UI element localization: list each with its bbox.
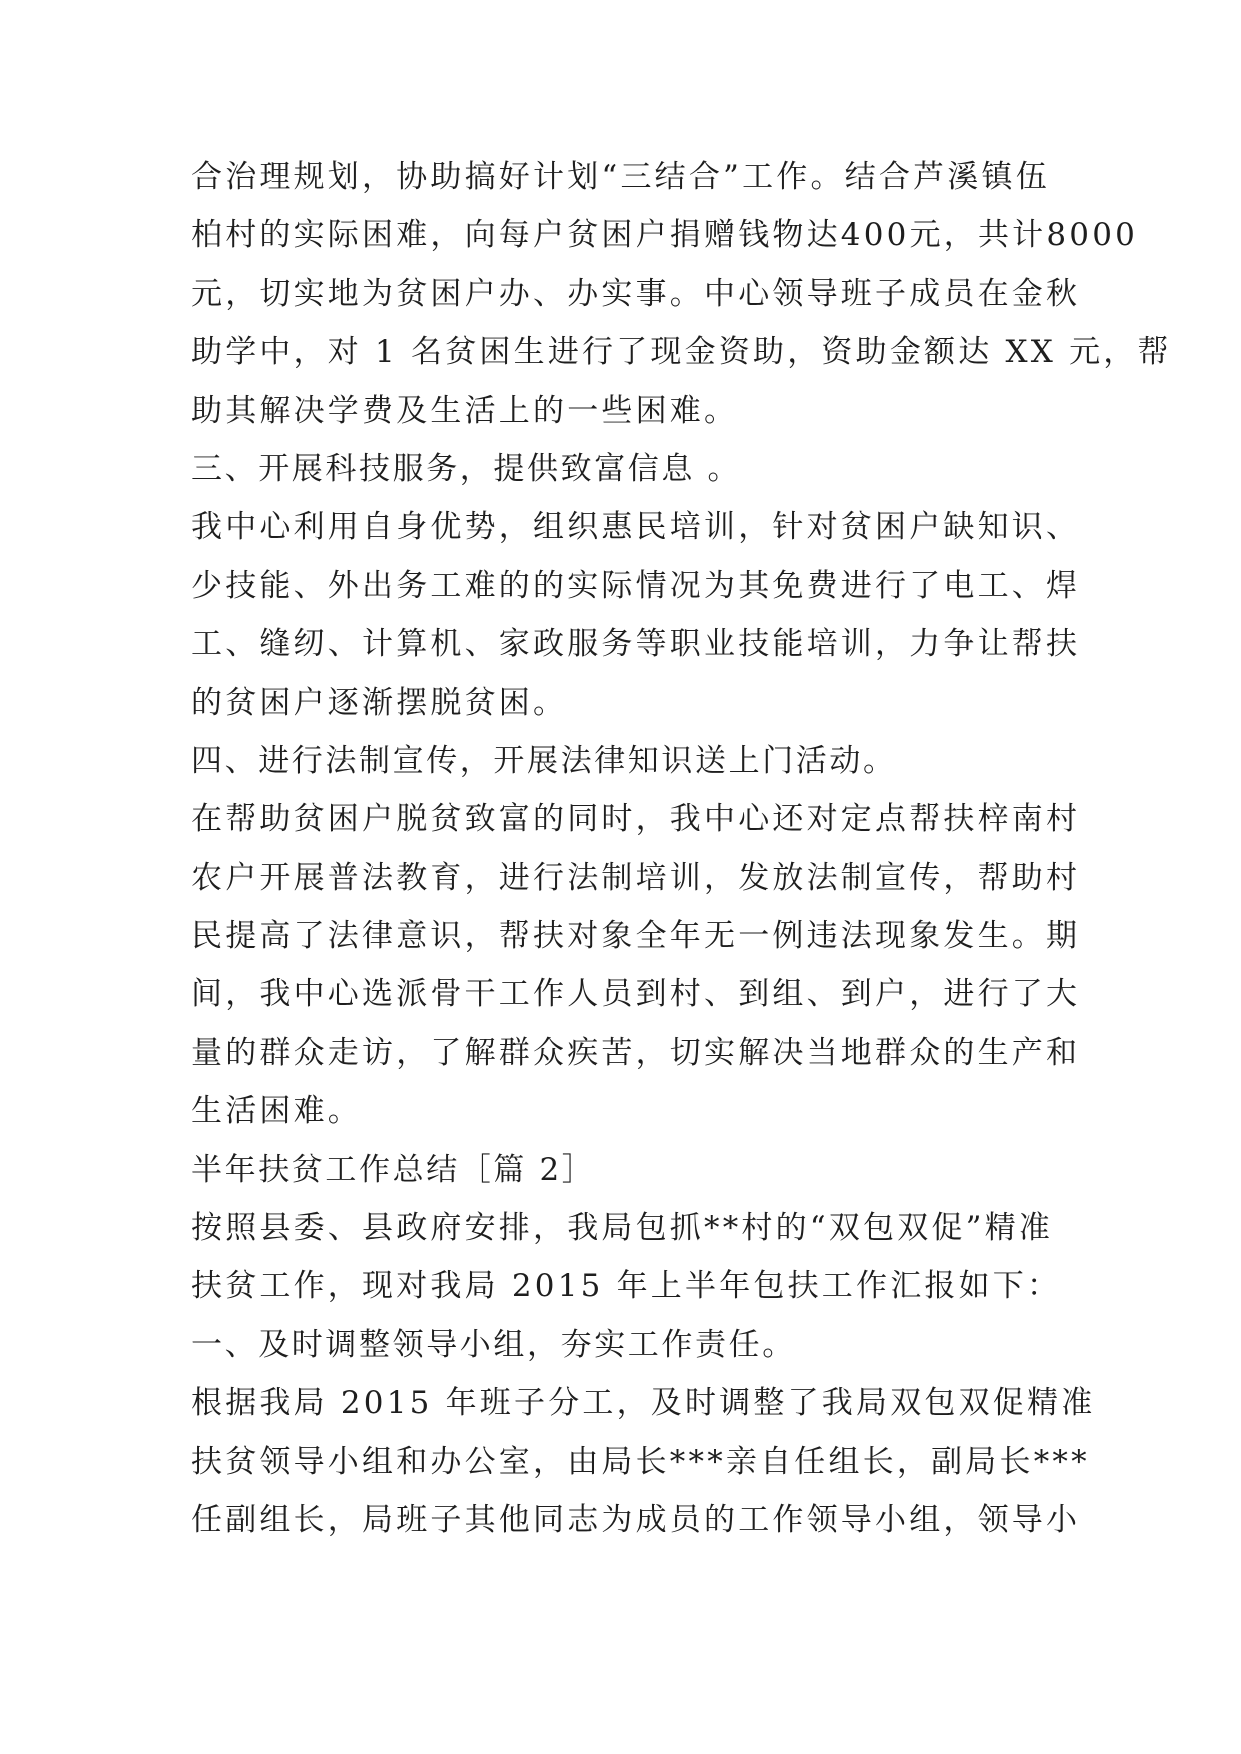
document-body <box>191 148 1172 1549</box>
body-line: 我中心利用自身优势，组织惠民培训，针对贫困户缺知识、 <box>191 509 1081 546</box>
body-line: 间，我中心选派骨干工作人员到村、到组、到户，进行了大 <box>191 976 1081 1013</box>
body-line: 按照县委、县政府安排，我局包抓**村的“双包双促”精准 <box>191 1210 1054 1247</box>
body-line: 助学中，对 1 名贫困生进行了现金资助，资助金额达 XX 元，帮 <box>191 334 1172 371</box>
body-line: 生活困难。 <box>191 1093 362 1130</box>
body-line: 助其解决学费及生活上的一些困难。 <box>191 392 739 429</box>
body-line: 量的群众走访，了解群众疾苦，切实解决当地群众的生产和 <box>191 1034 1081 1071</box>
body-line: 柏村的实际困难，向每户贫困户捐赠钱物达400元，共计8000 <box>191 217 1139 254</box>
body-line: 扶贫工作，现对我局 2015 年上半年包扶工作汇报如下： <box>191 1268 1062 1305</box>
body-line: 合治理规划，协助搞好计划“三结合”工作。结合芦溪镇伍 <box>191 159 1050 195</box>
body-line: 工、缝纫、计算机、家政服务等职业技能培训，力争让帮扶 <box>191 626 1081 663</box>
section-heading: 一、及时调整领导小组，夯实工作责任。 <box>191 1326 796 1363</box>
section-heading: 四、进行法制宣传，开展法律知识送上门活动。 <box>191 742 897 779</box>
body-line: 在帮助贫困户脱贫致富的同时，我中心还对定点帮扶梓南村 <box>191 801 1081 838</box>
section-heading: 三、开展科技服务，提供致富信息 。 <box>191 450 742 487</box>
body-line: 少技能、外出务工难的的实际情况为其免费进行了电工、焊 <box>191 567 1081 604</box>
body-line: 民提高了法律意识，帮扶对象全年无一例违法现象发生。期 <box>191 918 1081 955</box>
body-line: 根据我局 2015 年班子分工，及时调整了我局双包双促精准 <box>191 1385 1096 1422</box>
body-line: 农户开展普法教育，进行法制培训，发放法制宣传，帮助村 <box>191 859 1081 896</box>
body-line: 元，切实地为贫困户办、办实事。中心领导班子成员在金秋 <box>191 275 1081 312</box>
body-line: 扶贫领导小组和办公室，由局长***亲自任组长，副局长*** <box>191 1443 1090 1480</box>
body-line: 任副组长，局班子其他同志为成员的工作领导小组，领导小 <box>191 1501 1081 1538</box>
article-title: 半年扶贫工作总结［篇 2］ <box>191 1151 596 1188</box>
body-line: 的贫困户逐渐摆脱贫困。 <box>191 684 568 721</box>
